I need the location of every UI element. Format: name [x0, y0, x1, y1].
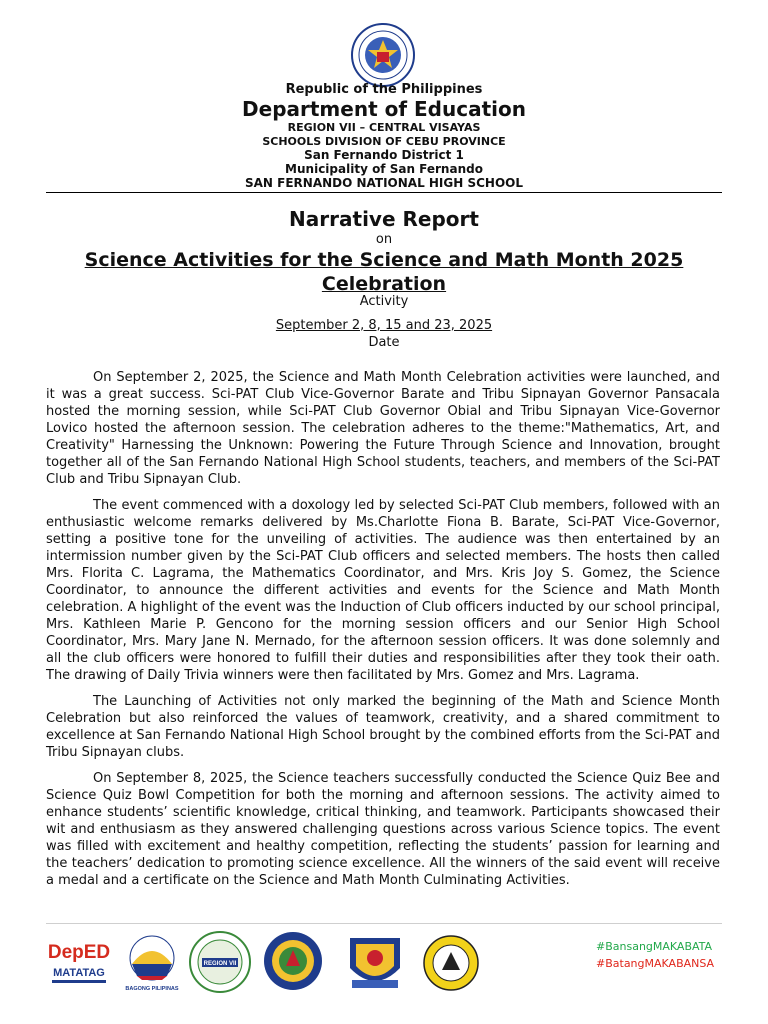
region-line: REGION VII – CENTRAL VISAYAS [287, 121, 481, 134]
division-line: SCHOOLS DIVISION OF CEBU PROVINCE [262, 135, 506, 148]
date-label: Date [368, 335, 400, 350]
report-body [46, 369, 720, 898]
bagong-pilipinas-logo-icon [122, 934, 182, 992]
activity-title: Science Activities for the Science and Math Month 2025 Celebration [84, 249, 684, 295]
deped-matatag-logo-icon [46, 934, 112, 990]
deped-wordmark: DepED [47, 942, 111, 963]
department-name: Department of Education [242, 97, 526, 121]
cebu-province-seal-icon [262, 930, 324, 992]
region-vii-seal-icon [188, 930, 252, 994]
deped-seal-icon [350, 22, 416, 88]
bagong-pilipinas-text: BAGONG PILIPINAS [125, 986, 179, 992]
hashtag-makabata: #BansangMAKABATA [596, 940, 713, 953]
matatag-wordmark: MATATAG [53, 967, 105, 979]
paragraph: On September 8, 2025, the Science teachers successfully conducted the Science Quiz Bee and Science Quiz Bowl Competition for both the morning and afternoon sessions. The activity aimed to enhance students’ scientific knowledge, critical thinking, and teamwork. Participants showcased their wit and enthusiasm as they answered challenging questions across various Science topics. The event was filled with excitement and healthy competition, reflecting the students’ passion for learning and the teachers’ dedication to promoting science excellence. All the winners of the said event will receive a medal and a certificate on the Science and Math Month Culminating Activities. [46, 771, 720, 888]
hashtag-makabansa: #BatangMAKABANSA [596, 957, 715, 970]
date-value: September 2, 8, 15 and 23, 2025 [275, 318, 493, 333]
footer-divider [46, 923, 722, 924]
region-vii-text: REGION VII [203, 961, 237, 967]
hashtags [596, 938, 714, 972]
school-line: SAN FERNANDO NATIONAL HIGH SCHOOL [244, 176, 524, 190]
district-line: San Fernando District 1 [304, 148, 464, 162]
activity-label: Activity [359, 294, 409, 309]
report-title: Narrative Report [289, 207, 479, 231]
paragraph: The event commenced with a doxology led by selected Sci-PAT Club members, followed with an enthusiastic welcome remarks delivered by Ms.Charlotte Fiona B. Barate, Sci-PAT Vice-Governor, setting a positive tone for the unveiling of activities. The audience was then entertained by an intermission number given by the Sci-PAT Club officers and selected members. The hosts then called Mrs. Florita C. Lagrama, the Mathematics Coordinator, and Mrs. Kris Joy S. Gomez, the Science Coordinator, to announce the different activities and events for the Science and Math Month celebration. A highlight of the event was the Induction of Club officers inducted by our school principal, Mrs. Kathleen Marie P. Gencono for the morning session officers and our Senior High School Coordinator, Mrs. Mary Jane N. Mernado, for the afternoon session officers. It was done solemnly and all the club officers were honored to fulfill their duties and responsibilities after they took their oath. The drawing of Daily Trivia winners were then facilitated by Mrs. Gomez and Mrs. Lagrama. [46, 498, 720, 683]
paragraph: On September 2, 2025, the Science and Math Month Celebration activities were launched, and it was a great success. Sci-PAT Club Vice-Governor Barate and Tribu Sipnayan Governor Pansacala hosted the morning session, while Sci-PAT Club Governor Obial and Tribu Sipnayan Vice-Governor Lovico hosted the afternoon session. The celebration adheres to the theme:"Mathematics, Art, and Creativity" Harnessing the Unknown: Powering the Future Through Science and Innovation, brought together all of the San Fernando National High School students, teachers, and members of the Sci-PAT Club and Tribu Sipnayan Club. [46, 370, 720, 487]
municipal-seal-icon [342, 932, 408, 994]
republic-line: Republic of the Philippines [285, 82, 483, 97]
paragraph: The Launching of Activities not only marked the beginning of the Math and Science Month Celebration but also reinforced the values of teamwork, creativity, and a shared commitment to excellence at San Fernando National High School brought by the combined efforts from the Sci-PAT and Tribu Sipnayan clubs. [46, 694, 720, 760]
school-seal-icon [422, 934, 480, 992]
on-label: on [375, 232, 393, 247]
header-divider [46, 192, 722, 193]
municipality-line: Municipality of San Fernando [285, 162, 483, 176]
